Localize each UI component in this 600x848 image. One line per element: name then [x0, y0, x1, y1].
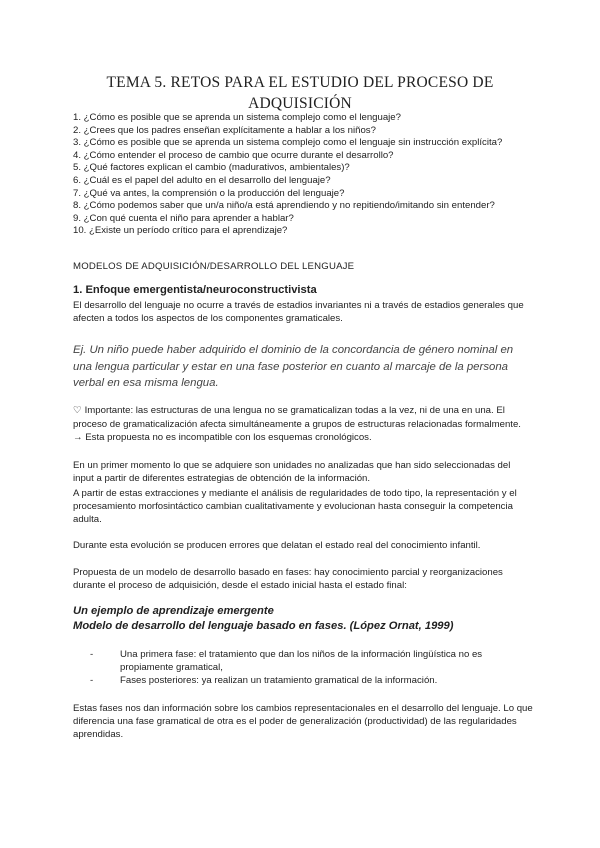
paragraph: Propuesta de un modelo de desarrollo basado en fases: hay conocimiento parcial y reorganizaciones durante el proceso de adquisición, desde el estado inicial hasta el estado final:	[73, 567, 503, 592]
list-item	[90, 648, 530, 674]
question-item: 1. ¿Cómo es posible que se aprenda un sistema complejo como el lenguaje?	[73, 112, 401, 123]
question-item: 9. ¿Con qué cuenta el niño para aprender a hablar?	[73, 212, 294, 224]
bullet-list	[90, 648, 530, 688]
important-text: Importante: las estructuras de una lengua no se gramaticalizan todas a la vez, ni de una en una. El proceso de gramaticalización afecta simultáneamente a grupos de estructuras relacionadas formalmente. → Esta propuesta no es incompatible con los esquemas cronológicos.	[73, 405, 521, 444]
example-heading-line: Modelo de desarrollo del lenguaje basado en fases. (López Ornat, 1999)	[73, 620, 454, 632]
paragraph: A partir de estas extracciones y mediante el análisis de regularidades de todo tipo, la representación y el procesamiento morfosintáctico cambian cualitativamente y evolucionan hasta conseguir la competencia adulta.	[73, 488, 517, 526]
list-item-text: Fases posteriores: ya realizan un tratamiento gramatical de la información.	[120, 675, 438, 687]
important-note	[73, 404, 533, 445]
list-item	[90, 674, 530, 687]
page-title: TEMA 5. RETOS PARA EL ESTUDIO DEL PROCESO DE ADQUISICIÓN	[106, 74, 494, 112]
question-item: 10. ¿Existe un período crítico para el aprendizaje?	[73, 225, 288, 237]
question-item: 2. ¿Crees que los padres enseñan explícitamente a hablar a los niños?	[73, 124, 376, 136]
list-item-text: Una primera fase: el tratamiento que dan los niños de la información lingüística no es propiamente gramatical,	[120, 649, 483, 674]
example-heading	[73, 604, 543, 634]
bullet-marker: -	[90, 675, 94, 687]
question-item: 5. ¿Qué factores explican el cambio (madurativos, ambientales)?	[73, 162, 350, 174]
question-item: 4. ¿Cómo entender el proceso de cambio que ocurre durante el desarrollo?	[73, 149, 394, 161]
paragraph: Estas fases nos dan información sobre los cambios representacionales en el desarrollo del lenguaje. Lo que diferencia una fase gramatical de otra es el poder de generalización (productividad) de las regularidades aprendidas.	[73, 703, 533, 741]
question-item: 6. ¿Cuál es el papel del adulto en el desarrollo del lenguaje?	[73, 174, 331, 186]
question-item: 7. ¿Qué va antes, la comprensión o la producción del lenguaje?	[73, 187, 345, 199]
heart-icon: ♡	[73, 405, 82, 416]
example-text: Ej. Un niño puede haber adquirido el dominio de la concordancia de género nominal en una lengua particular y estar en una fase posterior en cuanto al marcaje de la persona verbal en esa misma lengua.	[73, 344, 514, 389]
example-heading-line: Un ejemplo de aprendizaje emergente	[73, 605, 274, 617]
section-heading: MODELOS DE ADQUISICIÓN/DESARROLLO DEL LENGUAJE	[73, 261, 355, 272]
question-list	[73, 112, 573, 238]
paragraph: El desarrollo del lenguaje no ocurre a través de estadios invariantes ni a través de estadios generales que afecten a todos los aspectos de los componentes gramaticales.	[73, 300, 524, 325]
question-item: 8. ¿Cómo podemos saber que un/a niño/a está aprendiendo y no repitiendo/imitando sin entender?	[73, 200, 495, 212]
bullet-marker: -	[90, 649, 94, 660]
question-item: 3. ¿Cómo es posible que se aprenda un sistema complejo como el lenguaje sin instrucción explícita?	[73, 137, 503, 149]
paragraph: En un primer momento lo que se adquiere son unidades no analizadas que han sido seleccionadas del input a partir de diferentes estrategias de obtención de la información.	[73, 460, 511, 485]
subsection-heading: 1. Enfoque emergentista/neuroconstructivista	[73, 284, 317, 296]
paragraph: Durante esta evolución se producen errores que delatan el estado real del conocimiento infantil.	[73, 540, 481, 551]
